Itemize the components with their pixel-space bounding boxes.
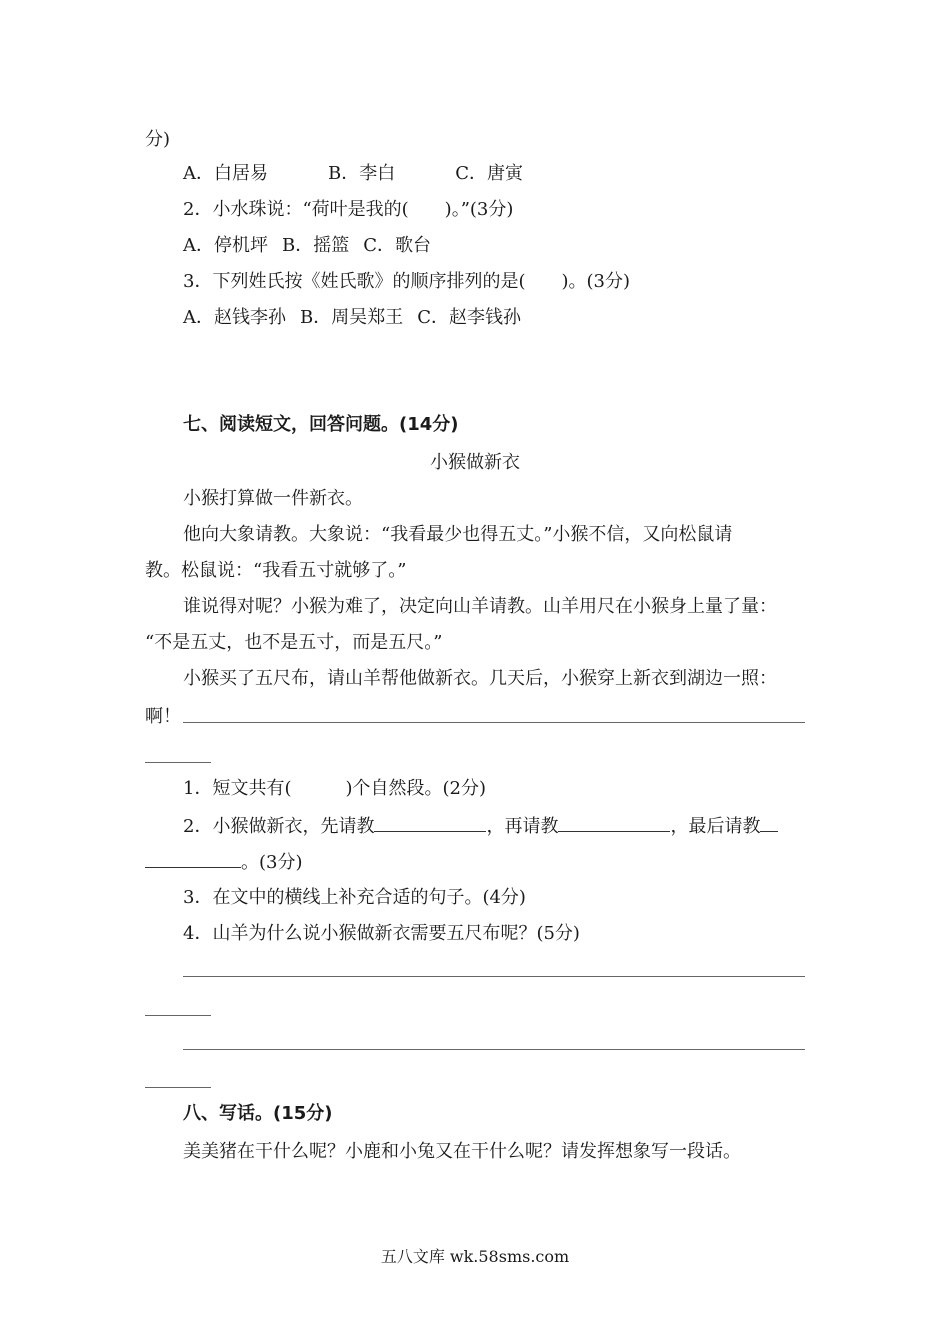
answer-line-1-continuation[interactable] xyxy=(145,1015,211,1016)
q2-text: 2．小水珠说：“荷叶是我的( )。”(3分) xyxy=(183,199,514,220)
option-c: C．歌台 xyxy=(363,235,432,256)
section-8-heading: 八、写话。(15分) xyxy=(183,1103,333,1124)
question-2-text-c: ，最后请教 xyxy=(670,816,761,837)
option-c: C．唐寅 xyxy=(455,163,524,184)
writing-prompt: 美美猪在干什么呢？小鹿和小兔又在干什么呢？请发挥想象写一段话。 xyxy=(183,1141,741,1162)
option-b: B．摇篮 xyxy=(282,235,350,256)
option-b: B．周吴郑王 xyxy=(300,307,404,328)
fill-in-line-continuation[interactable] xyxy=(145,762,211,763)
story-paragraph-2-line-2: 教。松鼠说：“我看五寸就够了。” xyxy=(145,560,407,581)
question-4: 4．山羊为什么说小猴做新衣需要五尺布呢？(5分) xyxy=(183,923,580,944)
question-2-text-d: 。(3分) xyxy=(241,852,303,873)
q2-options xyxy=(183,233,431,259)
story-paragraph-4-line-2: 啊！ xyxy=(145,706,181,727)
answer-line-2-continuation[interactable] xyxy=(145,1087,211,1088)
question-1: 1．短文共有( )个自然段。(2分) xyxy=(183,778,486,799)
q3-options xyxy=(183,305,521,331)
story-paragraph-1: 小猴打算做一件新衣。 xyxy=(183,488,363,509)
q3-text: 3．下列姓氏按《姓氏歌》的顺序排列的是( )。(3分) xyxy=(183,271,630,292)
story-title: 小猴做新衣 xyxy=(430,452,520,473)
answer-blank-2[interactable] xyxy=(558,813,670,832)
answer-blank-3-start[interactable] xyxy=(760,813,778,832)
story-paragraph-2-line-1: 他向大象请教。大象说：“我看最少也得五丈。”小猴不信，又向松鼠请 xyxy=(183,524,733,545)
answer-line-1[interactable] xyxy=(183,976,805,977)
answer-blank-3-end[interactable] xyxy=(145,849,241,868)
option-a: A．白居易 xyxy=(183,163,268,184)
fill-in-line[interactable] xyxy=(183,722,805,723)
q1-options xyxy=(183,161,523,187)
option-a: A．停机坪 xyxy=(183,235,268,256)
footer-watermark: 五八文库 wk.58sms.com xyxy=(380,1247,570,1266)
option-a: A．赵钱李孙 xyxy=(183,307,286,328)
answer-blank-1[interactable] xyxy=(374,813,486,832)
prev-question-tail: 分) xyxy=(145,129,171,150)
answer-line-2[interactable] xyxy=(183,1049,805,1050)
story-paragraph-3-line-2: “不是五丈，也不是五寸，而是五尺。” xyxy=(145,632,443,653)
story-paragraph-4-line-1: 小猴买了五尺布，请山羊帮他做新衣。几天后，小猴穿上新衣到湖边一照： xyxy=(183,668,777,689)
question-2 xyxy=(183,813,778,840)
question-3: 3．在文中的横线上补充合适的句子。(4分) xyxy=(183,887,526,908)
question-2-continuation xyxy=(145,849,303,876)
story-paragraph-3-line-1: 谁说得对呢？小猴为难了，决定向山羊请教。山羊用尺在小猴身上量了量： xyxy=(183,596,777,617)
section-7-heading: 七、阅读短文，回答问题。(14分) xyxy=(183,414,459,435)
option-c: C．赵李钱孙 xyxy=(417,307,522,328)
question-2-text-b: ，再请教 xyxy=(486,816,559,837)
option-b: B．李白 xyxy=(328,163,396,184)
question-2-text-a: 2．小猴做新衣，先请教 xyxy=(183,816,375,837)
